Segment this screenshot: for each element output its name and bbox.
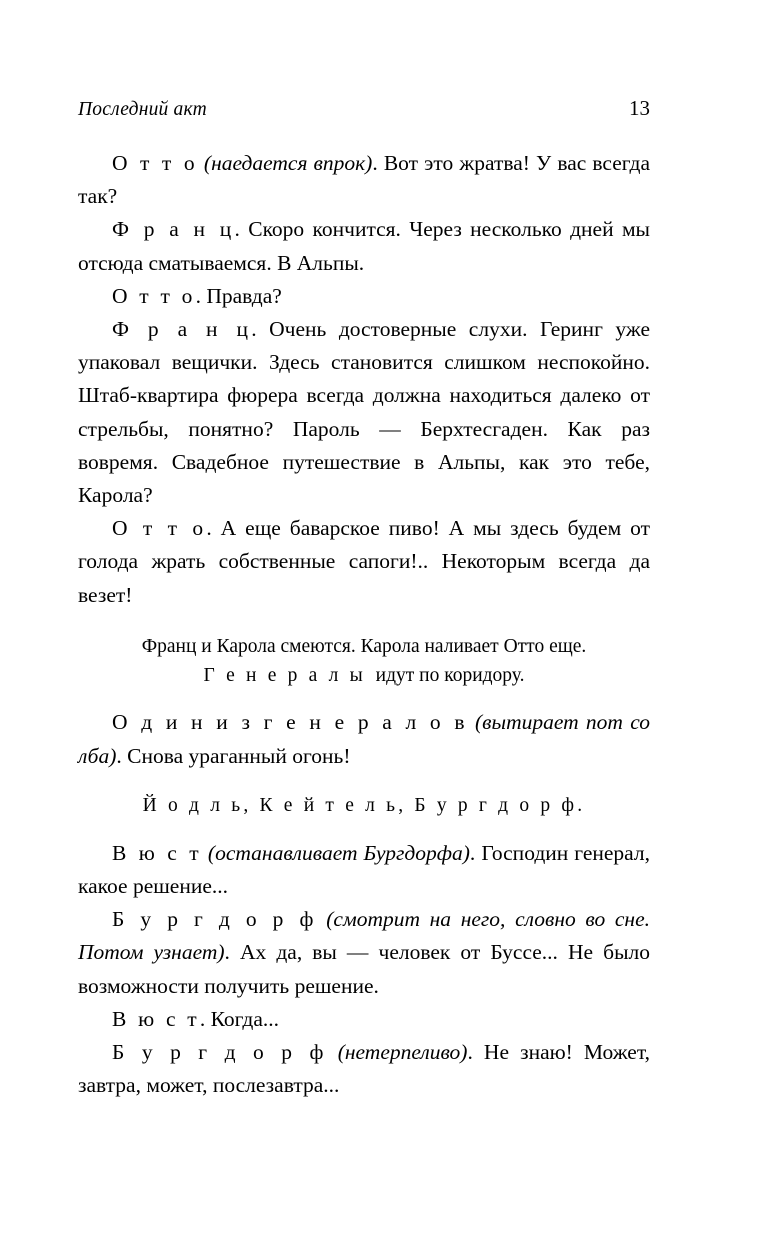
speaker-name: О т т о <box>112 516 207 541</box>
dialogue-text: . Господин генерал, какое решение... <box>78 840 651 899</box>
dialogue-text: . Правда? <box>195 283 282 308</box>
dialogue-text: . Не знаю! Может, завтра, может, послезавтра... <box>78 1040 650 1098</box>
cast-list <box>78 791 650 821</box>
speaker-name: О т т о <box>112 151 198 175</box>
dialogue-line <box>78 147 650 213</box>
running-head <box>78 96 650 121</box>
book-page <box>78 96 650 1103</box>
dialogue-line <box>78 213 650 279</box>
stage-direction: (останавливает Бургдорфа) <box>207 840 470 865</box>
speaker-name: Ф р а н ц <box>112 217 235 242</box>
dialogue-line <box>78 280 650 313</box>
stage-direction: (смотрит на него, словно во сне. Потом узнает) <box>78 907 650 965</box>
speaker-name: О т т о <box>112 283 196 308</box>
stage-action: идут по коридору. <box>375 665 525 687</box>
dialogue-line <box>78 1036 650 1102</box>
cast-names: Й о д л ь, К е й т е л ь, Б у р г д о р ф. <box>142 794 586 816</box>
speaker-name: В ю с т <box>112 840 202 865</box>
dialogue-text: . А еще баварское пиво! А мы здесь будем от голода жрать собственные сапоги!.. Некоторым всегда да везет! <box>78 516 651 607</box>
dialogue-line <box>78 1003 650 1036</box>
dialogue-line <box>78 706 650 772</box>
stage-direction: (нетерпеливо) <box>337 1040 468 1065</box>
page-number: 13 <box>629 96 650 120</box>
dialogue-text: . Скоро кончится. Через несколько дней мы отсюда сматываемся. В Альпы. <box>78 217 651 275</box>
speaker-name: О д и н и з г е н е р а л о в <box>112 710 468 735</box>
body-text <box>78 147 650 1103</box>
dialogue-text: . Когда... <box>199 1006 279 1031</box>
dialogue-line <box>78 837 650 903</box>
speaker-name: Б у р г д о р ф <box>112 1040 327 1065</box>
stage-direction-block <box>78 632 650 691</box>
running-title: Последний акт <box>78 99 207 120</box>
stage-direction: (наедается впрок) <box>203 151 373 175</box>
dialogue-text: . Вот это жратва! У вас всегда так? <box>78 151 651 209</box>
stage-direction-line <box>78 661 650 690</box>
speaker-name: В ю с т <box>112 1006 200 1031</box>
speaker-name: Ф р а н ц <box>112 317 252 342</box>
dialogue-line <box>78 313 650 512</box>
speaker-name: Б у р г д о р ф <box>112 907 317 932</box>
dialogue-line <box>78 903 650 1003</box>
dialogue-text: . Ах да, вы — человек от Буссе... Не было возможности получить решение. <box>78 940 651 998</box>
dialogue-text: . Очень достоверные слухи. Геринг уже упаковал вещички. Здесь становится слишком неспокойно. Штаб-квартира фюрера всегда должна находиться далеко от стрельбы, понятно? Пароль — Берхтесгаден. Как раз вовремя. Свадебное путешествие в Альпы, как это тебе, Карола? <box>78 317 650 508</box>
stage-actors: Г е н е р а л ы <box>203 665 366 687</box>
dialogue-text: . Снова ураганный огонь! <box>116 743 351 768</box>
dialogue-line <box>78 512 650 612</box>
stage-direction: (вытирает пот со лба) <box>78 710 651 768</box>
stage-direction-line: Франц и Карола смеются. Карола наливает Отто еще. <box>141 635 587 657</box>
